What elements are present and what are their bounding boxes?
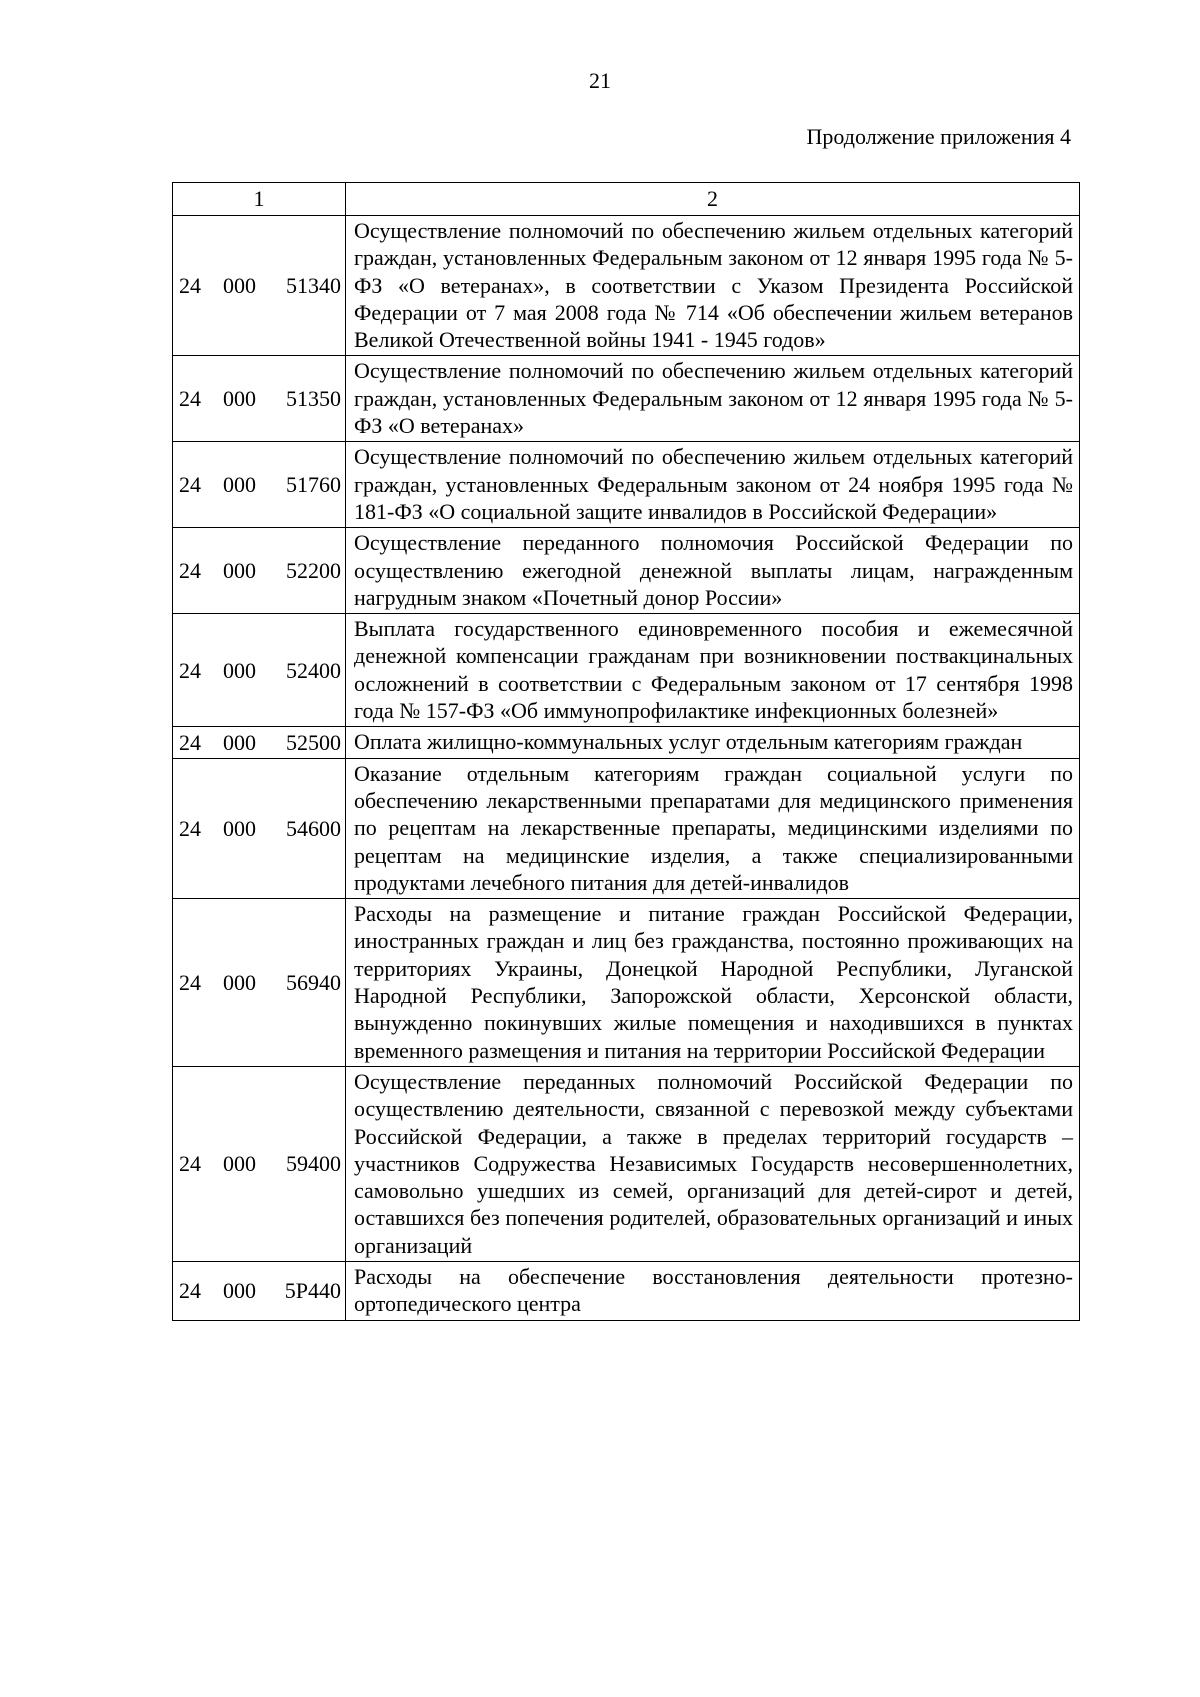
codes-table	[172, 182, 1080, 1321]
table-row	[173, 216, 1080, 356]
description-cell: Оплата жилищно-коммунальных услуг отдельным категориям граждан	[346, 727, 1080, 758]
code-cell	[173, 216, 346, 356]
description-cell: Осуществление переданного полномочия Российской Федерации по осуществлению ежегодной денежной выплаты лицам, награжденным нагрудным знаком «Почетный донор России»	[346, 528, 1080, 614]
code-part: 51350	[286, 386, 341, 412]
code-part: 51760	[286, 472, 341, 498]
code-part: 54600	[286, 815, 341, 841]
code-cell	[173, 899, 346, 1067]
code-part: 24	[179, 657, 201, 683]
code-cell	[173, 758, 346, 898]
table-row	[173, 356, 1080, 442]
description-cell: Осуществление полномочий по обеспечению жильем отдельных категорий граждан, установленных Федеральным законом от 12 января 1995 года № 5-ФЗ «О ветеранах», в соответствии с Указом Президента Российской Федерации от 7 мая 2008 года № 714 «Об обеспечении жильем ветеранов Великой Отечественной войны 1941 - 1945 годов»	[346, 216, 1080, 356]
code-cell	[173, 1261, 346, 1320]
code-part: 59400	[286, 1151, 341, 1177]
code-part: 24	[179, 969, 201, 995]
continuation-title: Продолжение приложения 4	[806, 124, 1071, 149]
code-part: 000	[223, 729, 256, 755]
table-row	[173, 899, 1080, 1067]
code-cell	[173, 356, 346, 442]
code-part: 24	[179, 815, 201, 841]
code-cell	[173, 614, 346, 727]
code-cell	[173, 727, 346, 758]
code-part: 5Р440	[284, 1278, 341, 1304]
table-row	[173, 1066, 1080, 1261]
code-part: 24	[179, 386, 201, 412]
code-part: 000	[223, 472, 256, 498]
code-cell	[173, 442, 346, 528]
description-cell: Осуществление полномочий по обеспечению жильем отдельных категорий граждан, установленных Федеральным законом от 24 ноября 1995 года № 181-ФЗ «О социальной защите инвалидов в Российской Федерации»	[346, 442, 1080, 528]
code-part: 000	[223, 273, 256, 299]
code-part: 24	[179, 273, 201, 299]
description-cell: Расходы на обеспечение восстановления деятельности протезно-ортопедического центра	[346, 1261, 1080, 1320]
code-cell	[173, 528, 346, 614]
code-part: 000	[223, 1151, 256, 1177]
code-cell	[173, 1066, 346, 1261]
page-number: 21	[589, 68, 611, 93]
description-cell: Выплата государственного единовременного пособия и ежемесячной денежной компенсации гражданам при возникновении поствакцинальных осложнений в соответствии с Федеральным законом от 17 сентября 1998 года № 157-ФЗ «Об иммунопрофилактике инфекционных болезней»	[346, 614, 1080, 727]
code-part: 000	[223, 815, 256, 841]
code-part: 56940	[286, 969, 341, 995]
code-part: 000	[223, 1278, 256, 1304]
code-part: 52400	[286, 657, 341, 683]
table-row	[173, 727, 1080, 758]
description-cell: Расходы на размещение и питание граждан Российской Федерации, иностранных граждан и лиц без гражданства, постоянно проживающих на территориях Украины, Донецкой Народной Республики, Луганской Народной Республики, Запорожской области, Херсонской области, вынужденно покинувших жилые помещения и находившихся в пунктах временного размещения и питания на территории Российской Федерации	[346, 899, 1080, 1067]
code-part: 52500	[286, 729, 341, 755]
table-row	[173, 442, 1080, 528]
description-cell: Осуществление переданных полномочий Российской Федерации по осуществлению деятельности, связанной с перевозкой между субъектами Российской Федерации, а также в пределах территорий государств – участников Содружества Независимых Государств несовершеннолетних, самовольно ушедших из семей, организаций для детей-сирот и детей, оставшихся без попечения родителей, образовательных организаций и иных организаций	[346, 1066, 1080, 1261]
table-row	[173, 1261, 1080, 1320]
table-row	[173, 758, 1080, 898]
table-row	[173, 614, 1080, 727]
code-part: 24	[179, 558, 201, 584]
column-header-description: 2	[346, 183, 1080, 216]
code-part: 000	[223, 969, 256, 995]
column-header-code: 1	[173, 183, 346, 216]
code-part: 52200	[286, 558, 341, 584]
code-part: 51340	[286, 273, 341, 299]
code-part: 000	[223, 386, 256, 412]
code-part: 24	[179, 729, 201, 755]
description-cell: Оказание отдельным категориям граждан социальной услуги по обеспечению лекарственными препаратами для медицинского применения по рецептам на лекарственные препараты, медицинскими изделиями по рецептам на медицинские изделия, а также специализированными продуктами лечебного питания для детей-инвалидов	[346, 758, 1080, 898]
code-part: 24	[179, 1278, 201, 1304]
table-row	[173, 528, 1080, 614]
code-part: 24	[179, 472, 201, 498]
code-part: 000	[223, 657, 256, 683]
description-cell: Осуществление полномочий по обеспечению жильем отдельных категорий граждан, установленных Федеральным законом от 12 января 1995 года № 5-ФЗ «О ветеранах»	[346, 356, 1080, 442]
table-header-row	[173, 183, 1080, 216]
code-part: 24	[179, 1151, 201, 1177]
code-part: 000	[223, 558, 256, 584]
